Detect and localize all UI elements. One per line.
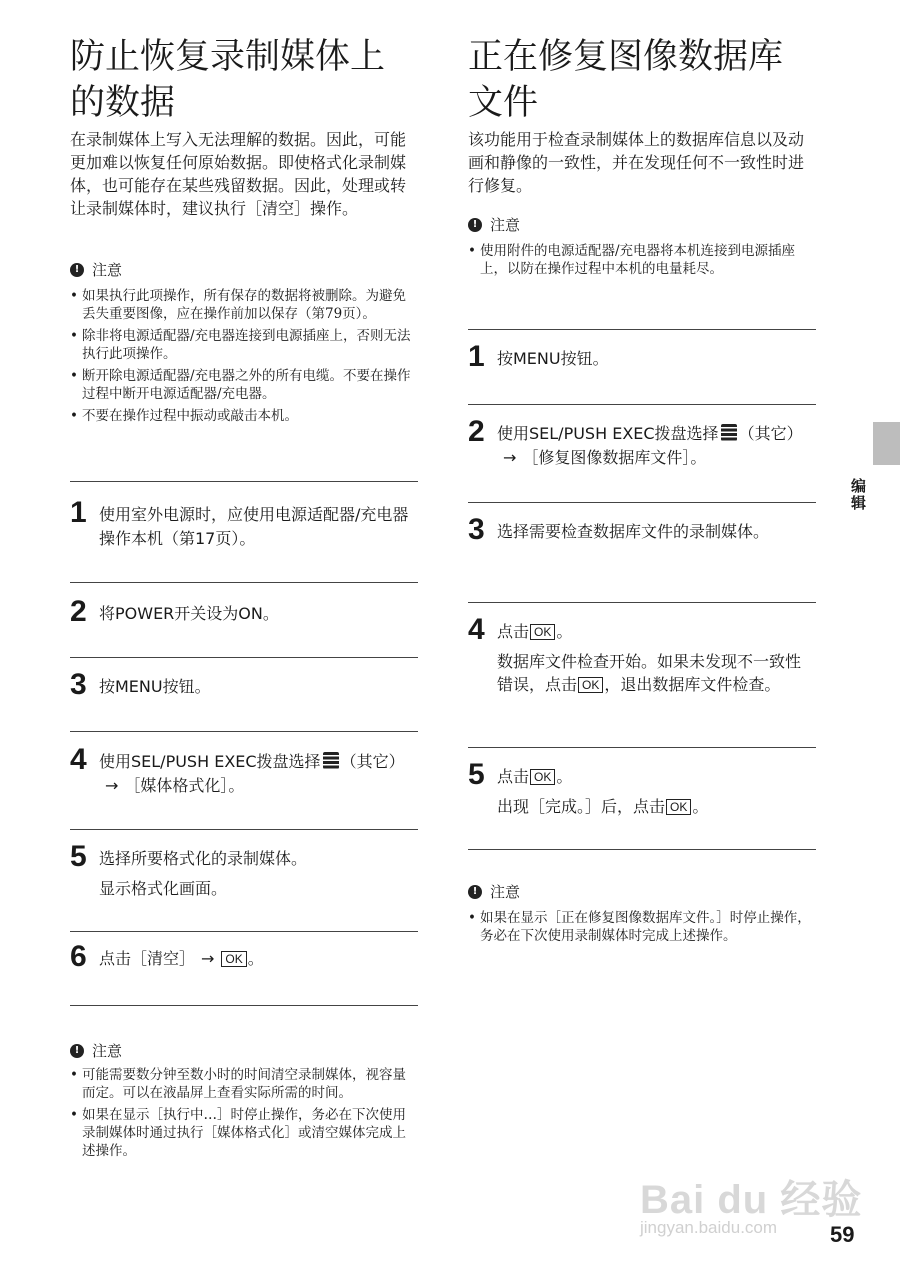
- step-description: 显示格式化画面。: [99, 879, 228, 898]
- step-description: [497, 795, 816, 818]
- step-description-part: ，退出数据库文件检查。: [604, 675, 781, 694]
- divider: [70, 481, 418, 482]
- step-description: [497, 650, 816, 696]
- step-3: [468, 515, 816, 544]
- step-text: [497, 760, 816, 789]
- step-number: 1: [468, 340, 485, 373]
- page-number: 59: [830, 1222, 855, 1247]
- note-item: • 如果执行此项操作，所有保存的数据将被删除。为避免丢失重要图像，应在操作前加以保存（第79页）。: [70, 287, 418, 323]
- step-text-part: （其它）: [340, 752, 405, 771]
- step-number: 3: [70, 668, 87, 701]
- step-text: [497, 417, 816, 470]
- step-number: 5: [468, 758, 485, 791]
- step-description-part: 出现［完成。］后，点击: [497, 797, 666, 816]
- watermark-url: jingyan.baidu.com: [640, 1218, 778, 1237]
- note-heading-label: 注意: [92, 261, 123, 279]
- step-1: [468, 342, 816, 371]
- note-list: [468, 909, 816, 949]
- step-number: 4: [70, 743, 87, 776]
- step-text-part: 。: [247, 949, 264, 968]
- step-text: [99, 745, 418, 798]
- caution-icon: !: [468, 885, 482, 899]
- step-3: [70, 670, 418, 699]
- step-number: 5: [70, 840, 87, 873]
- caution-icon: !: [70, 1044, 84, 1058]
- divider: [468, 849, 816, 850]
- section-intro: 在录制媒体上写入无法理解的数据。因此，可能更加难以恢复任何原始数据。即使格式化录制媒体，也可能存在某些残留数据。因此，处理或转让录制媒体时，建议执行［清空］操作。: [70, 130, 407, 218]
- ok-button-symbol: OK: [530, 624, 555, 640]
- note-heading: [70, 259, 122, 280]
- note-list: [70, 287, 418, 429]
- ok-button-symbol: OK: [221, 951, 246, 967]
- step-text-part: ［媒体格式化］。: [124, 776, 245, 795]
- step-text-part: 使用SEL/PUSH EXEC拨盘选择: [99, 752, 321, 771]
- step-text: 使用室外电源时，应使用电源适配器/充电器操作本机（第17页）。: [99, 505, 409, 548]
- note-item: • 断开除电源适配器/充电器之外的所有电缆。不要在操作过程中断开电源适配器/充电器。: [70, 367, 418, 403]
- note-item: • 除非将电源适配器/充电器连接到电源插座上，否则无法执行此项操作。: [70, 327, 418, 363]
- step-text-part: ［修复图像数据库文件］。: [522, 448, 707, 467]
- step-text: 选择所要格式化的录制媒体。: [99, 849, 308, 868]
- step-number: 2: [468, 415, 485, 448]
- step-2: [468, 417, 816, 470]
- step-5: [468, 760, 816, 818]
- step-2: [70, 597, 418, 626]
- note-item: • 如果在显示［执行中…］时停止操作，务必在下次使用录制媒体时通过执行［媒体格式化］或清空媒体完成上述操作。: [70, 1106, 418, 1160]
- step-text-part: 。: [556, 767, 573, 786]
- step-text-part: 点击: [497, 622, 530, 641]
- arrow-right-icon: →: [201, 949, 215, 968]
- note-heading: [70, 1040, 122, 1061]
- step-text: [497, 615, 816, 644]
- step-number: 1: [70, 496, 87, 529]
- caution-icon: !: [70, 263, 84, 277]
- divider: [70, 1005, 418, 1006]
- chapter-label: 编辑: [849, 478, 867, 512]
- step-4: [70, 745, 418, 798]
- step-text: 将POWER开关设为ON。: [99, 604, 279, 623]
- step-number: 4: [468, 613, 485, 646]
- chapter-tab: [873, 422, 900, 465]
- arrow-right-icon: →: [503, 448, 517, 467]
- divider: [468, 747, 816, 748]
- note-heading: [468, 214, 520, 235]
- note-item: • 不要在操作过程中振动或敲击本机。: [70, 407, 418, 425]
- step-4: [468, 615, 816, 696]
- step-description-part: 。: [692, 797, 709, 816]
- other-menu-icon: [721, 424, 737, 441]
- note-heading-label: 注意: [490, 883, 521, 901]
- step-text-part: 使用SEL/PUSH EXEC拨盘选择: [497, 424, 719, 443]
- section-title: 正在修复图像数据库文件: [468, 37, 784, 123]
- note-list: [468, 242, 816, 282]
- divider: [468, 404, 816, 405]
- step-number: 2: [70, 595, 87, 628]
- step-text: 按MENU按钮。: [99, 677, 211, 696]
- step-number: 6: [70, 940, 87, 973]
- note-item: • 使用附件的电源适配器/充电器将本机连接到电源插座上，以防在操作过程中本机的电量耗尽。: [468, 242, 816, 278]
- divider: [70, 829, 418, 830]
- step-text: 选择需要检查数据库文件的录制媒体。: [497, 522, 770, 541]
- divider: [468, 502, 816, 503]
- divider: [468, 602, 816, 603]
- ok-button-symbol: OK: [666, 799, 691, 815]
- step-description-part: 数据库文件检查开始。如果未发现不一致性错误，点击: [497, 652, 802, 694]
- step-1: [70, 498, 418, 551]
- section-title: 防止恢复录制媒体上的数据: [70, 37, 386, 123]
- divider: [70, 657, 418, 658]
- divider: [70, 931, 418, 932]
- step-text-part: 。: [556, 622, 573, 641]
- section-intro: 该功能用于检查录制媒体上的数据库信息以及动画和静像的一致性，并在发现任何不一致性时进行修复。: [468, 130, 805, 195]
- note-list: [70, 1066, 418, 1164]
- note-heading-label: 注意: [92, 1042, 123, 1060]
- note-heading-label: 注意: [490, 216, 521, 234]
- caution-icon: !: [468, 218, 482, 232]
- note-item: • 如果在显示［正在修复图像数据库文件。］时停止操作，务必在下次使用录制媒体时完成上述操作。: [468, 909, 816, 945]
- step-5: [70, 842, 418, 900]
- arrow-right-icon: →: [105, 776, 119, 795]
- divider: [70, 731, 418, 732]
- ok-button-symbol: OK: [530, 769, 555, 785]
- watermark-logo: Bai du 经验: [640, 1178, 863, 1222]
- divider: [468, 329, 816, 330]
- step-text: 按MENU按钮。: [497, 349, 609, 368]
- step-text-part: （其它）: [738, 424, 803, 443]
- step-6: [70, 942, 418, 971]
- divider: [70, 582, 418, 583]
- other-menu-icon: [323, 752, 339, 769]
- step-text: [99, 942, 418, 971]
- step-text-part: 点击［清空］: [99, 949, 196, 968]
- ok-button-symbol: OK: [578, 677, 603, 693]
- step-text-part: 点击: [497, 767, 530, 786]
- note-item: • 可能需要数分钟至数小时的时间清空录制媒体，视容量而定。可以在液晶屏上查看实际所需的时间。: [70, 1066, 418, 1102]
- note-heading: [468, 881, 520, 902]
- step-number: 3: [468, 513, 485, 546]
